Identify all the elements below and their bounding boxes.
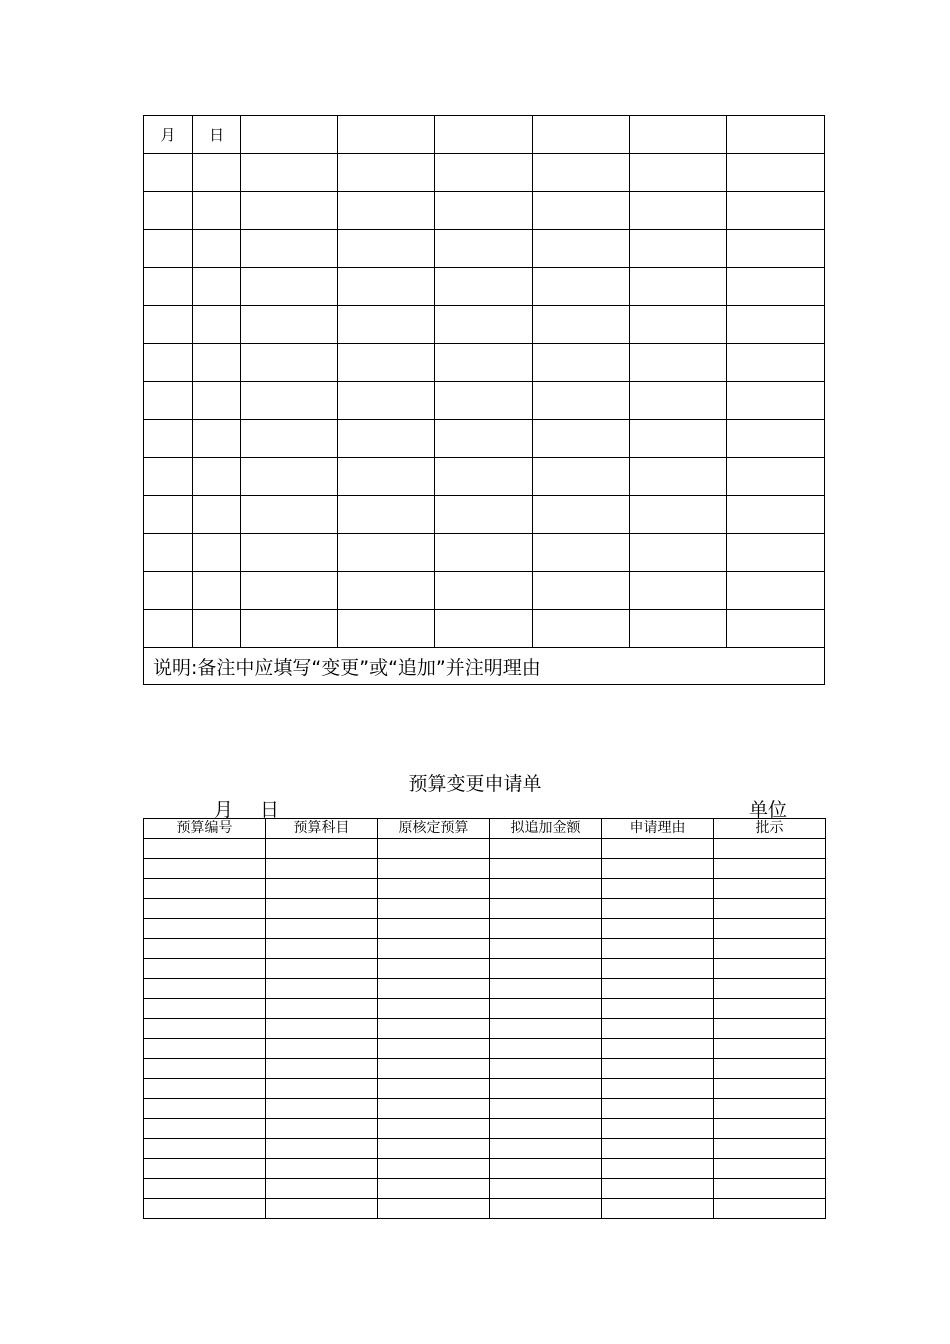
header-reason: 申请理由 [602,819,714,839]
header-col-3 [241,116,338,154]
table-cell[interactable] [602,1079,714,1099]
table-cell[interactable] [378,1059,490,1079]
table-cell[interactable] [193,192,241,230]
table-cell[interactable] [144,382,193,420]
table-cell[interactable] [378,1019,490,1039]
table-cell[interactable] [193,268,241,306]
table-cell[interactable] [714,1119,826,1139]
table-cell[interactable] [266,1119,378,1139]
table-cell[interactable] [378,879,490,899]
table-cell[interactable] [193,230,241,268]
header-month: 月 [144,116,193,154]
table-cell[interactable] [193,458,241,496]
ledger-header-row [144,116,825,154]
table-cell[interactable] [490,919,602,939]
table-cell[interactable] [378,1199,490,1219]
table-cell[interactable] [338,154,435,192]
table-cell[interactable] [714,1199,826,1219]
ledger-table [143,115,825,685]
table-cell[interactable] [241,192,338,230]
table-cell[interactable] [266,959,378,979]
table-cell[interactable] [490,1139,602,1159]
budget-row [144,1199,826,1219]
table-cell[interactable] [193,572,241,610]
table-cell[interactable] [490,1019,602,1039]
table-cell[interactable] [532,610,629,648]
header-col-5 [435,116,532,154]
table-cell[interactable] [726,344,824,382]
table-cell[interactable] [378,919,490,939]
table-cell[interactable] [714,1159,826,1179]
table-cell[interactable] [629,306,726,344]
table-cell[interactable] [241,268,338,306]
table-cell[interactable] [532,458,629,496]
table-cell[interactable] [726,458,824,496]
ledger-row [144,382,825,420]
table-cell[interactable] [435,306,532,344]
table-cell[interactable] [490,939,602,959]
table-cell[interactable] [726,382,824,420]
table-cell[interactable] [241,496,338,534]
header-col-8 [726,116,824,154]
table-cell[interactable] [714,1019,826,1039]
table-cell[interactable] [602,1159,714,1179]
table-cell[interactable] [602,1199,714,1219]
table-cell[interactable] [378,1079,490,1099]
table-cell[interactable] [144,839,266,859]
table-cell[interactable] [435,344,532,382]
table-cell[interactable] [726,154,824,192]
table-cell[interactable] [266,979,378,999]
table-cell[interactable] [144,610,193,648]
ledger-row [144,192,825,230]
table-cell[interactable] [144,1099,266,1119]
table-cell[interactable] [144,859,266,879]
table-cell[interactable] [144,919,266,939]
table-cell[interactable] [532,154,629,192]
table-cell[interactable] [532,572,629,610]
table-cell[interactable] [144,420,193,458]
ledger-row [144,534,825,572]
table-cell[interactable] [726,230,824,268]
table-cell[interactable] [490,999,602,1019]
budget-row [144,1119,826,1139]
table-cell[interactable] [378,999,490,1019]
table-cell[interactable] [193,420,241,458]
budget-header-row [144,819,826,839]
table-cell[interactable] [378,1099,490,1119]
table-cell[interactable] [490,839,602,859]
table-cell[interactable] [144,154,193,192]
table-cell[interactable] [144,306,193,344]
table-cell[interactable] [144,1199,266,1219]
unit-label: 单位 [749,799,788,821]
table-cell[interactable] [144,192,193,230]
table-cell[interactable] [435,268,532,306]
table-cell[interactable] [193,344,241,382]
table-cell[interactable] [726,534,824,572]
table-cell[interactable] [378,839,490,859]
table-cell[interactable] [144,268,193,306]
table-cell[interactable] [338,382,435,420]
table-cell[interactable] [266,839,378,859]
table-cell[interactable] [726,610,824,648]
table-cell[interactable] [241,344,338,382]
table-cell[interactable] [490,859,602,879]
header-col-7 [629,116,726,154]
table-cell[interactable] [193,534,241,572]
table-cell[interactable] [338,192,435,230]
table-cell[interactable] [144,979,266,999]
table-cell[interactable] [241,230,338,268]
ledger-row [144,344,825,382]
table-cell[interactable] [602,979,714,999]
table-cell[interactable] [144,1119,266,1139]
header-approval: 批示 [714,819,826,839]
table-cell[interactable] [144,572,193,610]
table-cell[interactable] [266,879,378,899]
table-cell[interactable] [241,458,338,496]
form-title: 预算变更申请单 [408,773,542,795]
table-cell[interactable] [490,879,602,899]
budget-row [144,1039,826,1059]
table-cell[interactable] [714,859,826,879]
table-cell[interactable] [241,306,338,344]
table-cell[interactable] [532,534,629,572]
table-cell[interactable] [338,496,435,534]
table-cell[interactable] [629,496,726,534]
table-cell[interactable] [338,268,435,306]
table-cell[interactable] [629,154,726,192]
table-cell[interactable] [532,496,629,534]
header-col-4 [338,116,435,154]
table-cell[interactable] [266,919,378,939]
header-original-budget: 原核定预算 [378,819,490,839]
table-cell[interactable] [241,610,338,648]
table-cell[interactable] [338,534,435,572]
table-cell[interactable] [532,382,629,420]
table-cell[interactable] [532,230,629,268]
table-cell[interactable] [378,1039,490,1059]
table-cell[interactable] [714,1079,826,1099]
table-cell[interactable] [338,420,435,458]
table-cell[interactable] [435,610,532,648]
table-cell[interactable] [490,899,602,919]
table-cell[interactable] [490,1099,602,1119]
table-cell[interactable] [144,344,193,382]
table-cell[interactable] [378,1119,490,1139]
table-cell[interactable] [266,1059,378,1079]
table-cell[interactable] [726,306,824,344]
table-cell[interactable] [144,1159,266,1179]
table-cell[interactable] [266,1019,378,1039]
table-cell[interactable] [490,1119,602,1139]
table-cell[interactable] [602,879,714,899]
table-cell[interactable] [602,1139,714,1159]
table-cell[interactable] [144,1139,266,1159]
table-cell[interactable] [266,1139,378,1159]
table-cell[interactable] [490,1059,602,1079]
table-cell[interactable] [266,1099,378,1119]
table-cell[interactable] [435,192,532,230]
table-cell[interactable] [435,230,532,268]
table-cell[interactable] [144,534,193,572]
table-cell[interactable] [378,1159,490,1179]
table-cell[interactable] [144,1179,266,1199]
table-cell[interactable] [435,154,532,192]
budget-row [144,939,826,959]
table-cell[interactable] [714,1139,826,1159]
header-additional-amount: 拟追加金额 [490,819,602,839]
table-cell[interactable] [532,306,629,344]
table-cell[interactable] [338,344,435,382]
table-cell[interactable] [266,1079,378,1099]
table-cell[interactable] [726,192,824,230]
table-cell[interactable] [338,572,435,610]
table-cell[interactable] [726,420,824,458]
table-cell[interactable] [193,610,241,648]
table-cell[interactable] [193,154,241,192]
table-cell[interactable] [602,999,714,1019]
table-cell[interactable] [602,1059,714,1079]
table-cell[interactable] [490,979,602,999]
table-cell[interactable] [144,1059,266,1079]
budget-row [144,899,826,919]
header-budget-subject: 预算科目 [266,819,378,839]
header-budget-number: 预算编号 [144,819,266,839]
table-cell[interactable] [378,1179,490,1199]
ledger-row [144,154,825,192]
table-cell[interactable] [241,534,338,572]
table-cell[interactable] [144,879,266,899]
table-cell[interactable] [629,458,726,496]
table-cell[interactable] [266,1199,378,1219]
table-cell[interactable] [266,939,378,959]
table-cell[interactable] [629,268,726,306]
table-cell[interactable] [602,859,714,879]
table-cell[interactable] [602,1179,714,1199]
table-cell[interactable] [602,1039,714,1059]
table-cell[interactable] [490,1159,602,1179]
table-cell[interactable] [602,919,714,939]
table-cell[interactable] [266,1179,378,1199]
ledger-note: 说明:备注中应填写“变更”或“追加”并注明理由 [144,648,825,685]
table-cell[interactable] [714,879,826,899]
table-cell[interactable] [714,1039,826,1059]
table-cell[interactable] [602,1119,714,1139]
table-cell[interactable] [714,1179,826,1199]
budget-row [144,1099,826,1119]
table-cell[interactable] [629,420,726,458]
ledger-row [144,458,825,496]
day-label: 日 [260,799,280,821]
table-cell[interactable] [726,496,824,534]
table-cell[interactable] [144,1019,266,1039]
table-cell[interactable] [435,534,532,572]
table-cell[interactable] [241,420,338,458]
table-cell[interactable] [144,999,266,1019]
table-cell[interactable] [435,572,532,610]
month-label: 月 [214,799,234,821]
budget-row [144,1059,826,1079]
table-cell[interactable] [532,420,629,458]
table-cell[interactable] [714,939,826,959]
header-day: 日 [193,116,241,154]
table-cell[interactable] [144,899,266,919]
table-cell[interactable] [490,1179,602,1199]
budget-change-table [143,818,826,1219]
table-cell[interactable] [602,1099,714,1119]
table-cell[interactable] [490,959,602,979]
table-cell[interactable] [435,496,532,534]
ledger-row [144,496,825,534]
table-cell[interactable] [241,154,338,192]
table-cell[interactable] [266,859,378,879]
table-cell[interactable] [338,230,435,268]
table-cell[interactable] [602,939,714,959]
table-cell[interactable] [266,1039,378,1059]
table-cell[interactable] [714,979,826,999]
table-cell[interactable] [726,572,824,610]
table-cell[interactable] [144,230,193,268]
table-cell[interactable] [378,859,490,879]
table-cell[interactable] [338,458,435,496]
table-cell[interactable] [629,230,726,268]
table-cell[interactable] [378,939,490,959]
table-cell[interactable] [726,268,824,306]
table-cell[interactable] [602,1019,714,1039]
table-cell[interactable] [490,1079,602,1099]
table-cell[interactable] [490,1039,602,1059]
table-cell[interactable] [241,572,338,610]
budget-row [144,1139,826,1159]
ledger-row [144,420,825,458]
table-cell[interactable] [144,939,266,959]
table-cell[interactable] [144,959,266,979]
budget-row [144,859,826,879]
table-cell[interactable] [714,899,826,919]
table-cell[interactable] [714,959,826,979]
budget-row [144,1019,826,1039]
table-cell[interactable] [193,496,241,534]
table-cell[interactable] [266,899,378,919]
table-cell[interactable] [378,959,490,979]
table-cell[interactable] [266,999,378,1019]
budget-row [144,919,826,939]
table-cell[interactable] [714,1059,826,1079]
table-cell[interactable] [602,839,714,859]
table-cell[interactable] [435,458,532,496]
table-cell[interactable] [602,899,714,919]
budget-row [144,1159,826,1179]
table-cell[interactable] [378,899,490,919]
table-cell[interactable] [193,382,241,420]
ledger-row [144,268,825,306]
table-cell[interactable] [629,572,726,610]
header-col-6 [532,116,629,154]
table-cell[interactable] [629,534,726,572]
table-cell[interactable] [338,306,435,344]
table-cell[interactable] [193,306,241,344]
table-cell[interactable] [435,382,532,420]
ledger-row [144,610,825,648]
table-cell[interactable] [378,979,490,999]
table-cell[interactable] [629,610,726,648]
table-cell[interactable] [532,192,629,230]
budget-row [144,959,826,979]
table-cell[interactable] [144,1039,266,1059]
table-cell[interactable] [378,1139,490,1159]
table-cell[interactable] [144,458,193,496]
table-cell[interactable] [490,1199,602,1219]
budget-row [144,1079,826,1099]
table-cell[interactable] [714,999,826,1019]
table-cell[interactable] [602,959,714,979]
table-cell[interactable] [435,420,532,458]
ledger-note-row [144,648,825,685]
table-cell[interactable] [532,344,629,382]
table-cell[interactable] [629,344,726,382]
table-cell[interactable] [144,1079,266,1099]
table-cell[interactable] [338,610,435,648]
table-cell[interactable] [714,1099,826,1119]
budget-row [144,979,826,999]
table-cell[interactable] [714,919,826,939]
ledger-row [144,572,825,610]
table-cell[interactable] [144,496,193,534]
table-cell[interactable] [532,268,629,306]
table-cell[interactable] [241,382,338,420]
table-cell[interactable] [629,382,726,420]
budget-row [144,1179,826,1199]
table-cell[interactable] [714,839,826,859]
ledger-row [144,230,825,268]
budget-row [144,839,826,859]
ledger-row [144,306,825,344]
budget-row [144,999,826,1019]
table-cell[interactable] [266,1159,378,1179]
budget-row [144,879,826,899]
table-cell[interactable] [629,192,726,230]
